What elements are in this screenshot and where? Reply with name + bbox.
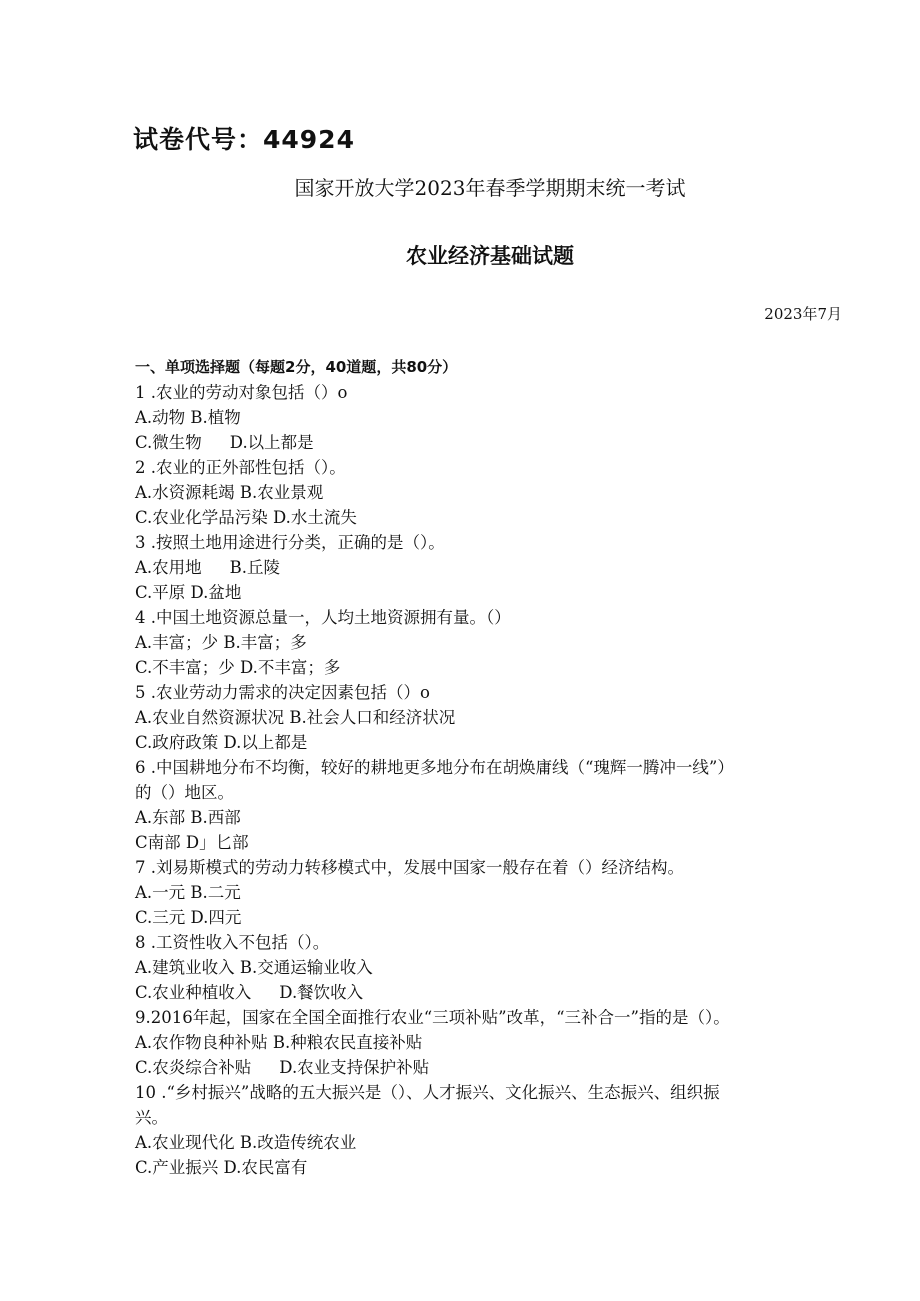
options-row: C.农业化学品污染 D.水土流失 [135,508,357,527]
options-row: A.农业自然资源状况 B.社会人口和经济状况 [135,708,456,727]
options-row: C.平原 D.盆地 [135,583,242,602]
options-row: A.水资源耗竭 B.农业景观 [135,483,324,502]
options-row [135,555,835,580]
option: C.农炎综合补贴 [135,1058,252,1077]
options-row: A.动物 B.植物 [135,408,241,427]
option: B.丘陵 [229,558,281,577]
options-row: A.丰富；少 B.丰富；多 [135,633,307,652]
options-row [135,980,835,1005]
exam-organization: 国家开放大学2023年春季学期期末统一考试 [294,176,686,200]
option: D.农业支持保护补贴 [279,1058,430,1077]
section-heading: 一、单项选择题（每题2分，40道题，共80分） [135,358,458,376]
options-row: C南部 D」匕部 [135,833,249,852]
options-row: A.建筑业收入 B.交通运输业收入 [135,958,373,977]
question-stem: 9.2016年起，国家在全国全面推行农业“三项补贴”改革，“三补合一”指的是（）。 [135,1008,730,1027]
options-row: C.政府政策 D.以上都是 [135,733,308,752]
option: C.微生物 [135,433,202,452]
question-stem: 8 .工资性收入不包括（）。 [135,933,330,952]
question-stem-continued: 兴。 [135,1108,168,1127]
question-stem: 6 .中国耕地分布不均衡，较好的耕地更多地分布在胡焕庸线（“瑰辉一腾冲一线”） [135,758,734,777]
options-row: A.农业现代化 B.改造传统农业 [135,1133,357,1152]
options-row: C.产业振兴 D.农民富有 [135,1158,308,1177]
question-stem: 4 .中国土地资源总量一，人均土地资源拥有量。（） [135,608,511,627]
option: C.农业种植收入 [135,983,252,1002]
options-row [135,1055,835,1080]
exam-title: 农业经济基础试题 [406,244,574,268]
question-stem: 10 .“乡村振兴”战略的五大振兴是（）、人才振兴、文化振兴、生态振兴、组织振 [135,1083,720,1102]
question-stem: 5 .农业劳动力需求的决定因素包括（）o [135,683,430,702]
option: D.餐饮收入 [279,983,364,1002]
question-list [135,355,835,1180]
options-row: C.三元 D.四元 [135,908,242,927]
options-row [135,430,835,455]
question-stem: 1 .农业的劳动对象包括（）o [135,383,348,402]
question-stem-continued: 的（）地区。 [135,783,234,802]
options-row: A.农作物良种补贴 B.种粮农民直接补贴 [135,1033,423,1052]
option: D.以上都是 [229,433,314,452]
question-stem: 7 .刘易斯模式的劳动力转移模式中，发展中国家一般存在着（）经济结构。 [135,858,684,877]
options-row: A.东部 B.西部 [135,808,241,827]
options-row: A.一元 B.二元 [135,883,241,902]
exam-date: 2023年7月 [764,305,842,323]
option: A.农用地 [135,558,202,577]
question-stem: 3 .按照土地用途进行分类，正确的是（）。 [135,533,445,552]
paper-code: 试卷代号：44924 [133,125,355,154]
question-stem: 2 .农业的正外部性包括（）。 [135,458,346,477]
options-row: C.不丰富；少 D.不丰富；多 [135,658,341,677]
